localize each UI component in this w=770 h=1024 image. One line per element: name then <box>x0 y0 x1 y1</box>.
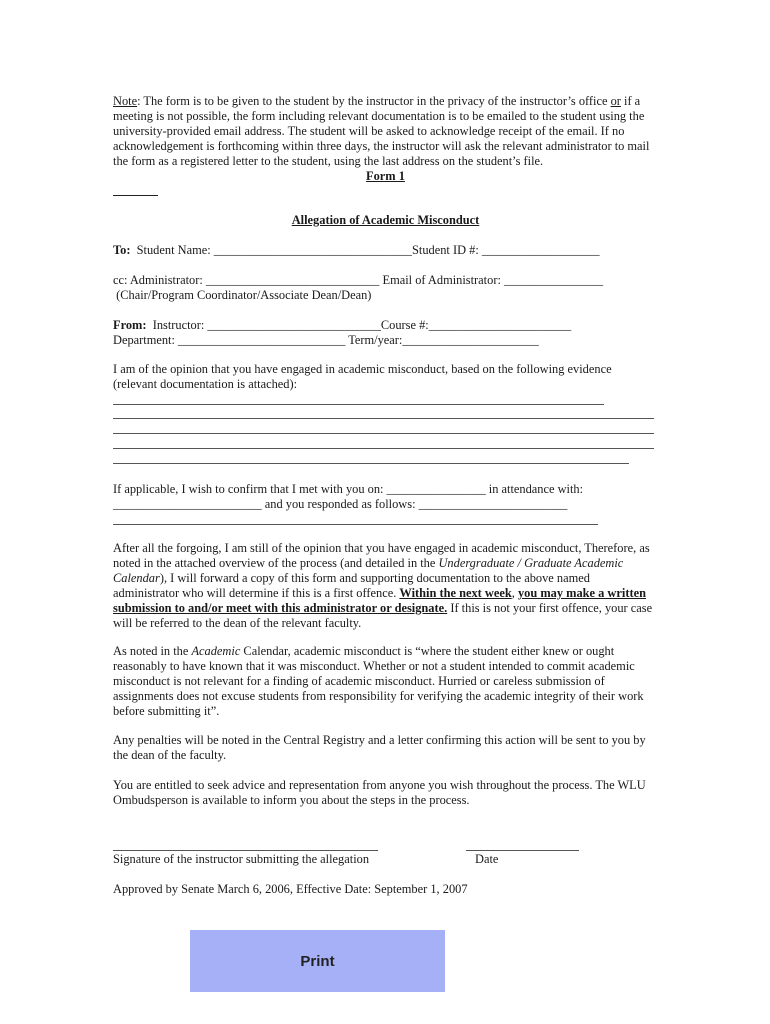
meeting-row-2[interactable]: ________________________ and you responded as follows: ________________________ <box>113 497 568 511</box>
evidence-line-5[interactable] <box>113 463 629 464</box>
form-title: Allegation of Academic Misconduct <box>291 213 480 227</box>
academic-text-1: As noted in the <box>113 644 192 658</box>
to-label: To: <box>113 243 131 257</box>
print-label: Print <box>300 952 335 970</box>
date-line[interactable] <box>466 850 579 851</box>
admin-email-field[interactable]: Email of Administrator: ________________ <box>382 273 604 287</box>
evidence-paragraph: I am of the opinion that you have engaged in academic misconduct, based on the following evidence (relevant documentation is attached): <box>113 362 612 391</box>
forgoing-deadline: Within the next week <box>399 586 512 600</box>
date-label: Date <box>475 852 499 866</box>
forgoing-text-3: If this is not your first offence, your case will be referred to the dean of the relevant faculty. <box>113 601 653 630</box>
forgoing-text-2: ), I will forward a copy of this form and supporting documentation to the above named administrator who will determine if this is a first offence. <box>113 571 590 600</box>
print-button[interactable] <box>190 930 445 992</box>
meeting-row-1 <box>113 482 583 497</box>
response-line[interactable] <box>113 524 598 525</box>
academic-calendar: Academic <box>191 644 241 658</box>
from-row <box>113 318 571 333</box>
student-id-field[interactable]: Student ID #: ___________________ <box>412 243 600 257</box>
note-paragraph <box>113 94 658 169</box>
meeting-date-field[interactable]: If applicable, I wish to confirm that I met with you on: ________________ <box>113 482 486 496</box>
form-number: Form 1 <box>366 169 405 183</box>
department-row <box>113 333 539 348</box>
forgoing-submission: you may make a written submission to and/or meet with this administrator or designate. <box>113 586 646 615</box>
cc-roles-text: (Chair/Program Coordinator/Associate Dean/Dean) <box>116 288 372 302</box>
cc-roles <box>113 288 371 303</box>
course-field[interactable]: Course #:_______________________ <box>380 318 572 332</box>
short-rule <box>113 195 158 196</box>
approved-line: Approved by Senate March 6, 2006, Effective Date: September 1, 2007 <box>113 882 468 896</box>
instructor-field[interactable]: Instructor: ____________________________ <box>152 318 381 332</box>
forgoing-text-1: After all the forgoing, I am still of the opinion that you have engaged in academic misconduct, Therefore, as noted in the attached overview of the process (and detailed in the <box>113 541 650 570</box>
penalties-paragraph: Any penalties will be noted in the Central Registry and a letter confirming this action will be sent to you by the dean of the faculty. <box>113 733 646 762</box>
signature-line[interactable] <box>113 850 378 851</box>
evidence-line-1[interactable] <box>113 404 604 405</box>
forgoing-comma: , <box>511 586 518 600</box>
advice-paragraph: You are entitled to seek advice and representation from anyone you wish throughout the process. The WLU Ombudsperson is available to inform you about the steps in the process. <box>113 778 646 807</box>
student-name-field[interactable]: Student Name: ________________________________ <box>136 243 412 257</box>
term-field[interactable]: Term/year:______________________ <box>348 333 539 347</box>
note-text-2: if a meeting is not possible, the form including relevant documentation is to be emailed to the student using the university-provided email address. The student will be asked to acknowledge receipt of the email. If no acknowledgement is forthcoming within three days, the instructor will ask the relevant administrator to mail the form as a registered letter to the student, using the last address on the student’s file. <box>113 94 650 168</box>
note-text-1: : The form is to be given to the student by the instructor in the privacy of the instructor’s office <box>137 94 611 108</box>
note-or: or <box>610 94 621 108</box>
cc-row <box>113 273 603 288</box>
administrator-field[interactable]: cc: Administrator: ____________________________ <box>113 273 380 287</box>
forgoing-calendar: Undergraduate / Graduate Academic Calendar <box>113 556 624 585</box>
academic-text-2: Calendar, academic misconduct is “where the student either knew or ought reasonably to have known that it was misconduct. Whether or not a student intended to commit academic misconduct is not relevant for a finding of academic misconduct. Hurried or careless submission of assignments does not excuse students from responsibility for verifying the academic integrity of their work before submitting it”. <box>113 644 644 718</box>
academic-paragraph <box>113 644 658 719</box>
signature-label: Signature of the instructor submitting the allegation <box>113 852 370 866</box>
department-field[interactable]: Department: ___________________________ <box>113 333 346 347</box>
attendance-label: in attendance with: <box>488 482 584 496</box>
forgoing-paragraph <box>113 541 658 631</box>
from-label: From: <box>113 318 147 332</box>
note-label: Note <box>113 94 138 108</box>
to-row <box>113 243 600 258</box>
evidence-line-2[interactable] <box>113 418 654 419</box>
evidence-line-3[interactable] <box>113 433 654 434</box>
evidence-line-4[interactable] <box>113 448 654 449</box>
